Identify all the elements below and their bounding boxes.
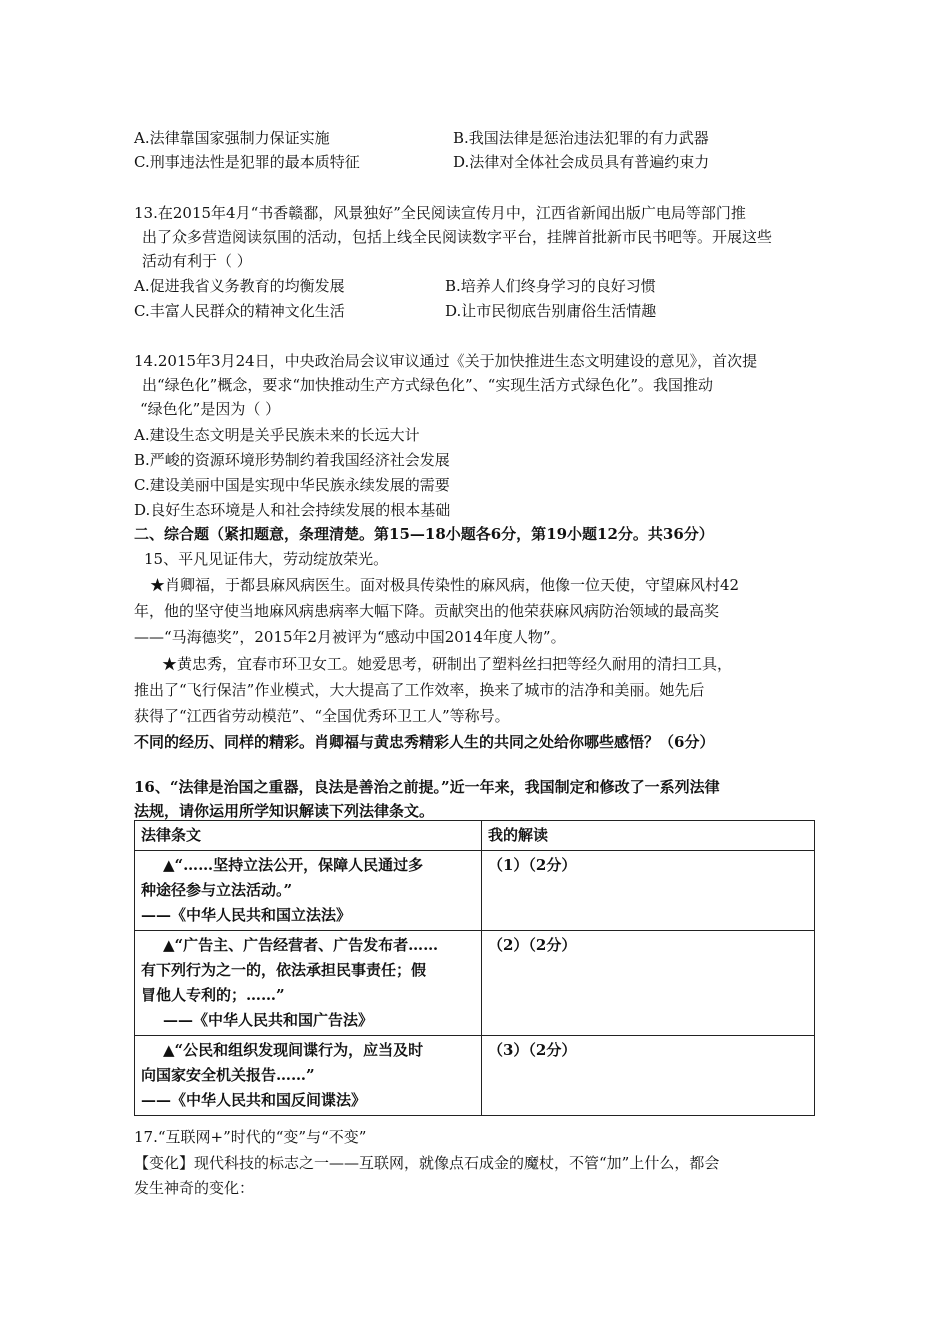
- law-source: ——《中华人民共和国广告法》: [163, 1011, 374, 1029]
- q13-option-c: C.丰富人民群众的精神文化生活: [134, 302, 345, 320]
- q14-option-a: A.建设生态文明是关乎民族未来的长远大计: [134, 426, 420, 444]
- q15-title: 15、平凡见证伟大，劳动绽放荣光。: [144, 550, 389, 568]
- q17-line2: 发生神奇的变化：: [134, 1179, 255, 1197]
- q12-option-c: C.刑事违法性是犯罪的最本质特征: [134, 153, 360, 171]
- q14-option-c: C.建设美丽中国是实现中华民族永续发展的需要: [134, 476, 450, 494]
- law-text-cell: [135, 851, 482, 931]
- q13-option-b: B.培养人们终身学习的良好习惯: [445, 277, 656, 295]
- law-text-line: 向国家安全机关报告……”: [141, 1066, 315, 1084]
- answer-label: （2）（2分）: [488, 936, 577, 954]
- law-text-line: 种途径参与立法活动。”: [141, 881, 293, 899]
- answer-label: （3）（2分）: [488, 1041, 577, 1059]
- q13-stem-line1: 13.在2015年4月“书香赣鄱，风景独好”全民阅读宣传月中，江西省新闻出版广电局等部门推: [134, 204, 746, 222]
- q13-options: [134, 274, 824, 324]
- q15-para2-line3: 获得了“江西省劳动模范”、“全国优秀环卫工人”等称号。: [134, 707, 510, 725]
- law-text-cell: [135, 1036, 482, 1116]
- q17-title: 17.“互联网+”时代的“变”与“不变”: [134, 1128, 367, 1146]
- answer-cell[interactable]: [482, 1036, 815, 1116]
- column-header-interpretation: 我的解读: [482, 821, 815, 851]
- law-text-line: 冒他人专利的；……”: [141, 986, 285, 1004]
- law-text-line: ▲“广告主、广告经营者、广告发布者……: [163, 936, 439, 954]
- q16-stem-line1: 16、“法律是治国之重器，良法是善治之前提。”近一年来，我国制定和修改了一系列法律: [134, 778, 720, 796]
- q15-para1-line3: ——“马海德奖”，2015年2月被评为“感动中国2014年度人物”。: [134, 628, 566, 646]
- q14-option-b: B.严峻的资源环境形势制约着我国经济社会发展: [134, 451, 450, 469]
- q15-para2-line1: ★黄忠秀，宜春市环卫女工。她爱思考，研制出了塑料丝扫把等经久耐用的清扫工具，: [162, 655, 733, 673]
- q15-para2-line2: 推出了“飞行保洁”作业模式，大大提高了工作效率，换来了城市的洁净和美丽。她先后: [134, 681, 705, 699]
- table-header-row: [135, 821, 815, 851]
- q13-option-a: A.促进我省义务教育的均衡发展: [134, 277, 345, 295]
- table-row: [135, 931, 815, 1036]
- q17-line1: 【变化】现代科技的标志之一——互联网，就像点石成金的魔杖，不管“加”上什么，都会: [134, 1154, 720, 1172]
- q12-options: [134, 126, 824, 176]
- q15-para1-line1: ★肖卿福，于都县麻风病医生。面对极具传染性的麻风病，他像一位天使，守望麻风村42: [150, 576, 740, 594]
- q13-stem-line2: 出了众多营造阅读氛围的活动，包括上线全民阅读数字平台，挂牌首批新市民书吧等。开展这些: [142, 228, 773, 246]
- q13-option-d: D.让市民彻底告别庸俗生活情趣: [445, 302, 657, 320]
- section2-title: 二、综合题（紧扣题意，条理清楚。第15—18小题各6分，第19小题12分。共36分）: [134, 525, 714, 543]
- table-row: [135, 851, 815, 931]
- q15-question: 不同的经历、同样的精彩。肖卿福与黄忠秀精彩人生的共同之处给你哪些感悟？（6分）: [134, 733, 715, 751]
- column-header-law-text: 法律条文: [135, 821, 482, 851]
- q14-stem-line3: “绿色化”是因为（ ）: [140, 400, 281, 418]
- law-source: ——《中华人民共和国反间谍法》: [141, 1091, 367, 1109]
- q15-para1-line2: 年，他的坚守使当地麻风病患病率大幅下降。贡献突出的他荣获麻风病防治领域的最高奖: [134, 602, 720, 620]
- law-interpretation-table: [134, 820, 815, 1116]
- q14-stem-line1: 14.2015年3月24日，中央政治局会议审议通过《关于加快推进生态文明建设的意见》，首次提: [134, 352, 758, 370]
- law-source: ——《中华人民共和国立法法》: [141, 906, 352, 924]
- law-text-line: ▲“公民和组织发现间谍行为，应当及时: [163, 1041, 424, 1059]
- q16-stem-line2: 法规，请你运用所学知识解读下列法律条文。: [134, 802, 435, 820]
- law-text-line: 有下列行为之一的，依法承担民事责任；假: [141, 961, 427, 979]
- table-row: [135, 1036, 815, 1116]
- law-text-line: ▲“……坚持立法公开，保障人民通过多: [163, 856, 424, 874]
- q14-option-d: D.良好生态环境是人和社会持续发展的根本基础: [134, 501, 451, 519]
- answer-cell[interactable]: [482, 931, 815, 1036]
- q12-option-a: A.法律靠国家强制力保证实施: [134, 129, 330, 147]
- law-text-cell: [135, 931, 482, 1036]
- q13-stem-line3: 活动有利于（ ）: [142, 252, 252, 270]
- answer-cell[interactable]: [482, 851, 815, 931]
- q12-option-b: B.我国法律是惩治违法犯罪的有力武器: [453, 129, 709, 147]
- answer-label: （1）（2分）: [488, 856, 577, 874]
- q12-option-d: D.法律对全体社会成员具有普遍约束力: [453, 153, 710, 171]
- q14-stem-line2: 出“绿色化”概念，要求“加快推动生产方式绿色化”、“实现生活方式绿色化”。我国推动: [142, 376, 714, 394]
